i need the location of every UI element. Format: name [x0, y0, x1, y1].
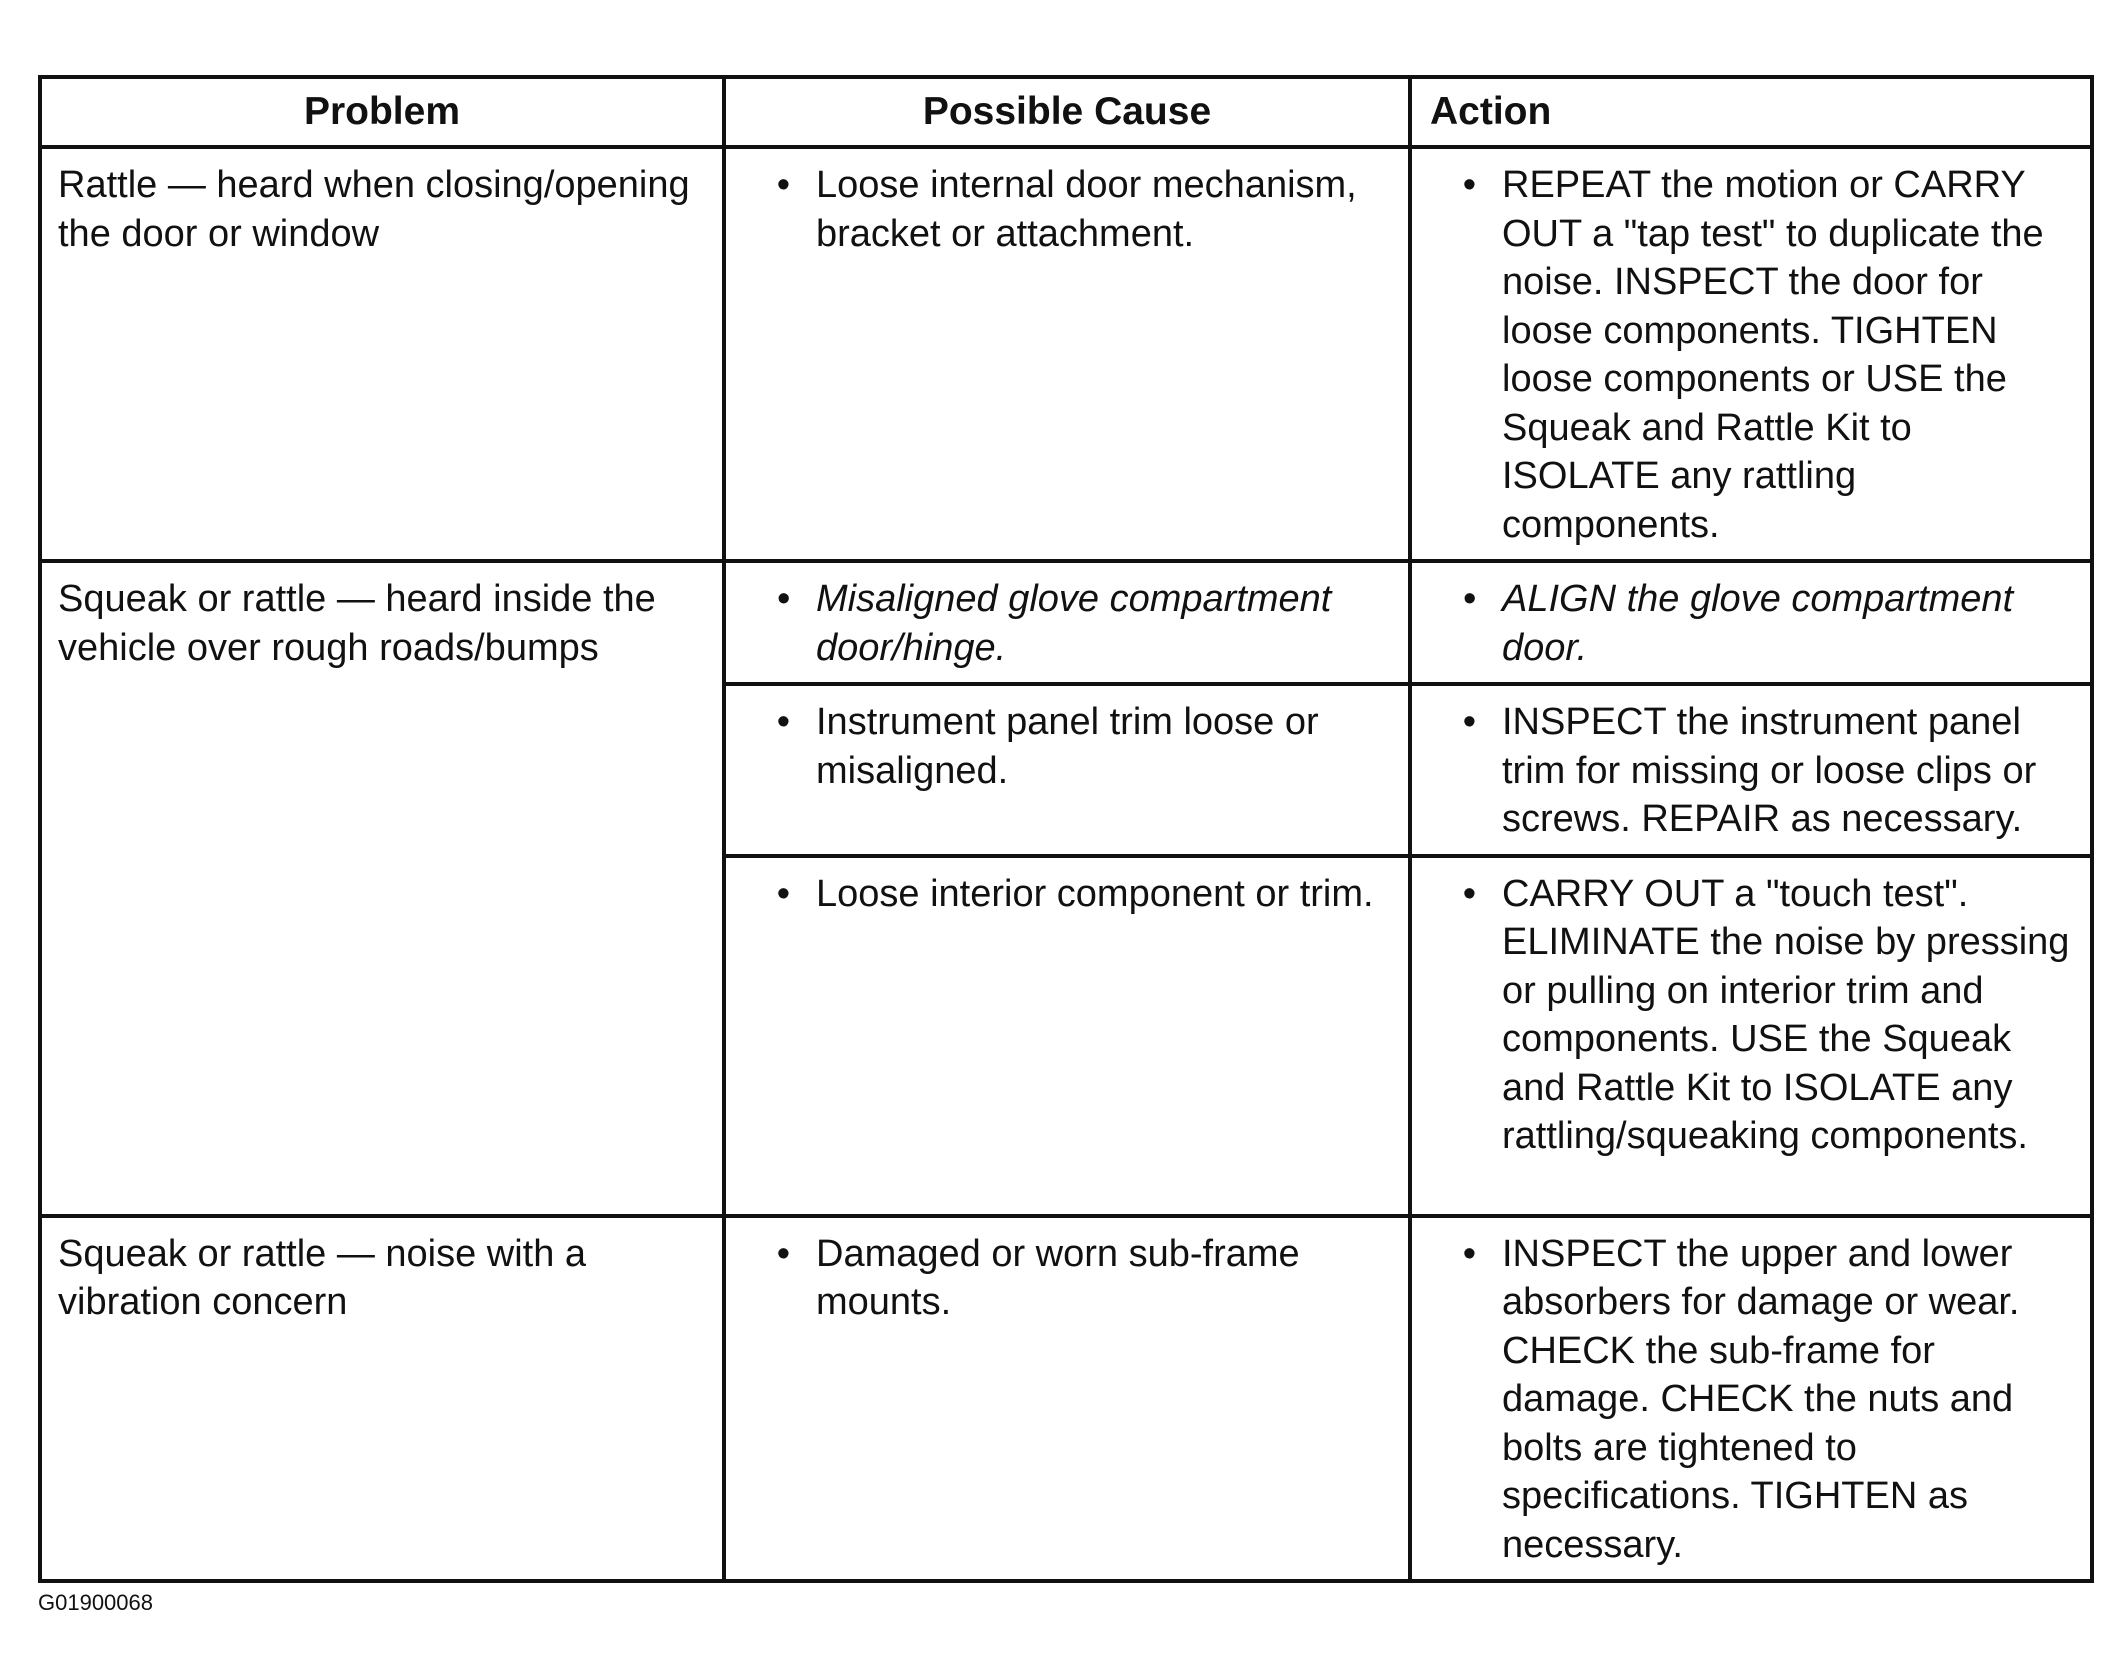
- bullet-icon: •: [776, 872, 790, 915]
- problem-cell: [40, 147, 724, 561]
- problem-text: Squeak or rattle — noise with a vibration concern: [58, 1232, 587, 1323]
- action-text: ALIGN the glove compartment door.: [1502, 578, 2014, 669]
- action-cell: [1410, 684, 2092, 856]
- bullet-icon: •: [1462, 164, 1476, 206]
- bullet-icon: •: [1462, 701, 1476, 743]
- header-possible-cause: Possible Cause: [724, 77, 1410, 147]
- header-action: Action: [1410, 77, 2092, 147]
- bullet-icon: •: [776, 701, 790, 743]
- cause-text: Misaligned glove compartment door/hinge.: [816, 578, 1332, 669]
- problem-text: Rattle — heard when closing/opening the door or window: [58, 164, 690, 255]
- action-cell: [1410, 1216, 2092, 1582]
- table-header-row: [40, 77, 2092, 147]
- cause-cell: [724, 1216, 1410, 1582]
- cause-cell: [724, 684, 1410, 856]
- bullet-icon: •: [776, 1232, 790, 1275]
- table-row: [40, 561, 2092, 684]
- cause-text: Damaged or worn sub-frame mounts.: [816, 1232, 1300, 1323]
- table-row: [40, 147, 2092, 561]
- cause-cell: [724, 856, 1410, 1216]
- header-problem: Problem: [40, 77, 724, 147]
- cause-cell: [724, 561, 1410, 684]
- bullet-icon: •: [1462, 1232, 1476, 1275]
- figure-id-label: G01900068: [38, 1590, 153, 1615]
- action-cell: [1410, 147, 2092, 561]
- bullet-icon: •: [776, 578, 790, 620]
- bullet-icon: •: [1462, 872, 1476, 915]
- cause-text: Instrument panel trim loose or misaligned.: [816, 701, 1319, 792]
- action-cell: [1410, 856, 2092, 1216]
- action-text: INSPECT the upper and lower absorbers for damage or wear. CHECK the sub-frame for damage. CHECK the nuts and bolts are tightened to specifications. TIGHTEN as necessary.: [1502, 1232, 2020, 1566]
- action-text: CARRY OUT a "touch test". ELIMINATE the noise by pressing or pulling on interior trim and components. USE the Squeak and Rattle Kit to ISOLATE any rattling/squeaking components.: [1502, 872, 2070, 1157]
- cause-text: Loose interior component or trim.: [816, 872, 1374, 915]
- problem-cell: [40, 561, 724, 1216]
- action-text: REPEAT the motion or CARRY OUT a "tap test" to duplicate the noise. INSPECT the door for loose components. TIGHTEN loose components or USE the Squeak and Rattle Kit to ISOLATE any rattling components.: [1502, 164, 2044, 546]
- table-row: [40, 1216, 2092, 1582]
- action-text: INSPECT the instrument panel trim for missing or loose clips or screws. REPAIR as necessary.: [1502, 701, 2037, 840]
- action-cell: [1410, 561, 2092, 684]
- cause-cell: [724, 147, 1410, 561]
- problem-text: Squeak or rattle — heard inside the vehicle over rough roads/bumps: [58, 578, 656, 669]
- diagnosis-table: [38, 75, 2094, 1583]
- cause-text: Loose internal door mechanism, bracket or attachment.: [816, 164, 1357, 255]
- bullet-icon: •: [776, 164, 790, 206]
- bullet-icon: •: [1462, 578, 1476, 620]
- problem-cell: [40, 1216, 724, 1582]
